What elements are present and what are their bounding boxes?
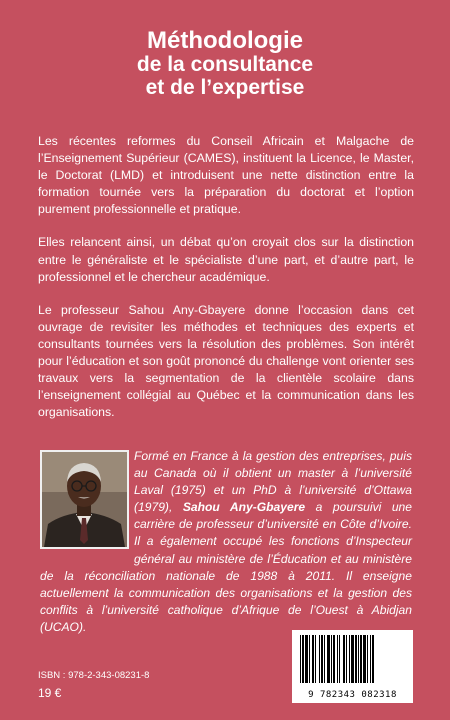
title-line-3: et de l’expertise [145,75,305,99]
author-biography [40,448,412,636]
author-name: Sahou Any-Gbayere [182,500,306,515]
title-line-1: Méthodologie [147,27,303,54]
paragraph-2: Elles relancent ainsi, un débat qu’on croyait clos sur la distinction entre le généraliste et le spécialiste d’une part, et d’autre part, le professionnel et le chercheur académique. [38,235,414,284]
barcode [292,630,413,703]
title-line-2: de la consultance [136,52,314,76]
paragraph-1: Les récentes reformes du Conseil Africain et Malgache de l’Enseignement Supérieur (CAMES), instituent la Licence, le Master, le Doctorat (LMD) et introduisent une nette distinction entre la formation tournée vers la préparation du doctorat et l’option purement professionnelle et pratique. [38,134,414,217]
photo-float-spacer [40,448,130,552]
isbn: ISBN : 978-2-343-08231-8 [38,670,150,681]
bio-rest: a poursuivi une carrière de professeur d’université en Côte d’Ivoire. Il a également occupé les fonctions d’Inspecteur général au ministère de l’Éducation et au ministère de la réconciliation nationale de 1988 à 2011. Il enseigne actuellement la communication des organisations et la gestion des conflits à l’université catholique d’Afrique de l’Ouest à Abidjan (UCAO). [40,500,412,634]
price: 19 € [38,686,62,700]
paragraph-3: Le professeur Sahou Any-Gbayere donne l’occasion dans cet ouvrage de revisiter les méthodes et techniques des experts et consultants tournées vers la résolution des problèmes. Son intérêt pour l’éducation et son goût prononcé du challenge vont orienter ses travaux vers la segmentation de la clientèle scolaire dans l’enseignement collégial au Québec et la communication dans les organisations. [38,302,414,420]
back-cover-description [38,133,414,421]
barcode-bars [292,630,413,688]
barcode-number: 9 782343 082318 [308,690,397,700]
bio-intro: Formé en France à la gestion des entreprises, puis au Canada où il obtient un master à l’université Laval (1975) et un PhD à l’université d’Ottawa (1979), [134,449,412,515]
book-title [0,28,450,99]
